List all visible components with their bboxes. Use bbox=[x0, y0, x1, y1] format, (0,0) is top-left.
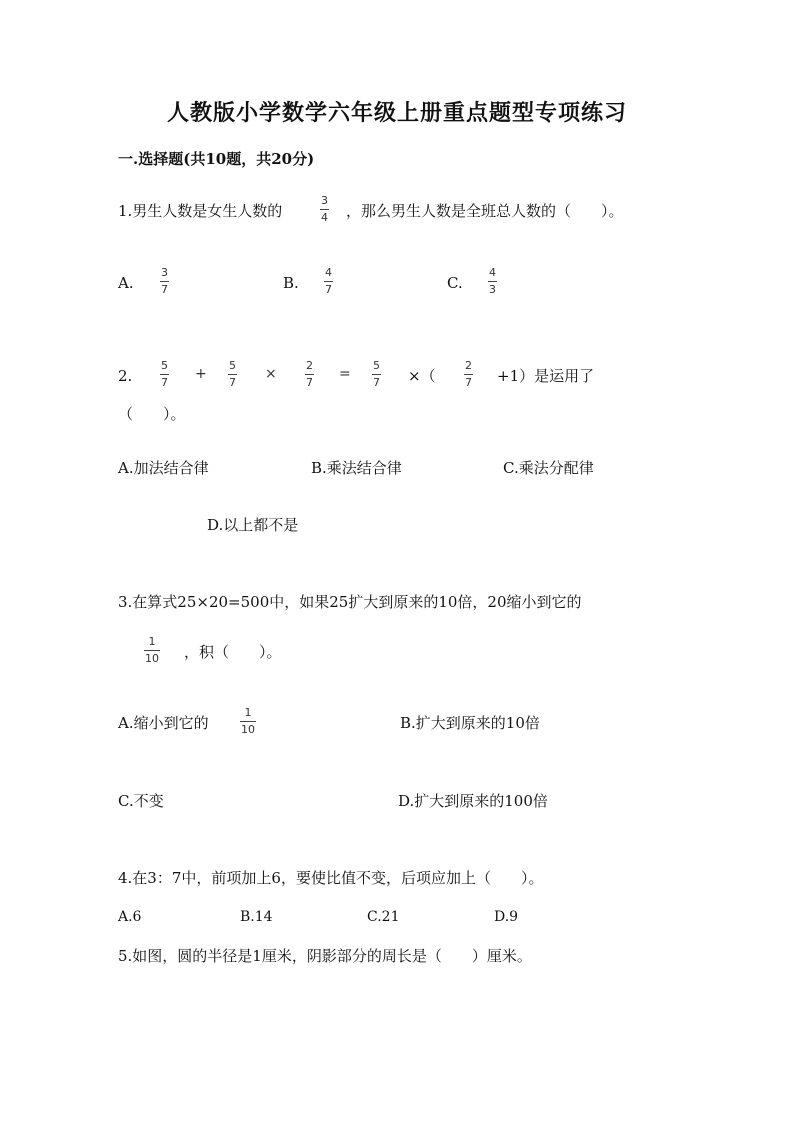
frac-den: 7 bbox=[325, 283, 332, 296]
q1-stem-a: 1.男生人数是女生人数的 bbox=[118, 202, 283, 220]
fraction-bar bbox=[324, 281, 333, 282]
q1-option-a-fraction bbox=[160, 267, 169, 296]
frac-num: 4 bbox=[489, 266, 496, 279]
q1-option-b-fraction bbox=[324, 267, 333, 296]
q2-fraction-4 bbox=[372, 360, 381, 389]
q4-stem: 4.在3：7中，前项加上6，要使比值不变，后项应加上（ ）。 bbox=[118, 869, 544, 887]
section-heading: 一.选择题(共10题，共20分) bbox=[118, 150, 315, 168]
q4-option-b: B.14 bbox=[240, 909, 273, 925]
frac-num: 5 bbox=[373, 359, 380, 372]
frac-den: 10 bbox=[241, 723, 255, 736]
q2-fraction-1 bbox=[160, 360, 169, 389]
fraction-bar bbox=[305, 374, 314, 375]
q1-option-b-label: B. bbox=[283, 274, 299, 292]
plus-sign: + bbox=[195, 366, 207, 382]
q1-stem-b: ，那么男生人数是全班总人数的（ ）。 bbox=[346, 202, 624, 220]
q3-stem: 3.在算式25×20=500中，如果25扩大到原来的10倍，20缩小到它的 bbox=[118, 593, 582, 611]
q2-option-d: D.以上都不是 bbox=[207, 516, 299, 534]
fraction-bar bbox=[144, 650, 160, 651]
fraction-bar bbox=[464, 374, 473, 375]
q3-stem-b: ，积（ ）。 bbox=[184, 643, 282, 661]
frac-num: 5 bbox=[229, 359, 236, 372]
times-sign: × bbox=[265, 366, 277, 382]
q1-option-c-label: C. bbox=[447, 274, 463, 292]
q2-option-b: B.乘法结合律 bbox=[311, 459, 402, 477]
frac-den: 7 bbox=[161, 376, 168, 389]
frac-num: 3 bbox=[161, 266, 168, 279]
frac-num: 1 bbox=[244, 706, 252, 719]
frac-den: 7 bbox=[229, 376, 236, 389]
fraction-bar bbox=[488, 281, 497, 282]
frac-num: 2 bbox=[465, 359, 472, 372]
q3-option-a-fraction bbox=[240, 707, 256, 736]
q1-fraction bbox=[320, 195, 329, 224]
frac-den: 7 bbox=[306, 376, 313, 389]
q3-option-a: A.缩小到它的 bbox=[118, 714, 209, 732]
frac-den: 3 bbox=[489, 283, 496, 296]
frac-num: 5 bbox=[161, 359, 168, 372]
q1-option-a-label: A. bbox=[118, 274, 134, 292]
q3-fraction bbox=[144, 636, 160, 665]
q2-fraction-5 bbox=[464, 360, 473, 389]
fraction-bar bbox=[320, 209, 329, 210]
q3-option-b: B.扩大到原来的10倍 bbox=[400, 714, 540, 732]
q3-option-d: D.扩大到原来的100倍 bbox=[398, 792, 548, 810]
frac-num: 4 bbox=[325, 266, 332, 279]
q3-option-c: C.不变 bbox=[118, 792, 164, 810]
frac-den: 7 bbox=[161, 283, 168, 296]
frac-num: 2 bbox=[306, 359, 313, 372]
q2-fraction-2 bbox=[228, 360, 237, 389]
q2-tail: +1）是运用了 bbox=[497, 367, 595, 385]
q4-option-c: C.21 bbox=[367, 909, 400, 925]
q2-fraction-3 bbox=[305, 360, 314, 389]
fraction-bar bbox=[228, 374, 237, 375]
q1-option-c-fraction bbox=[488, 267, 497, 296]
q1-frac-den: 4 bbox=[321, 211, 328, 224]
q4-option-a: A.6 bbox=[118, 909, 142, 925]
frac-num: 1 bbox=[148, 635, 156, 648]
frac-den: 7 bbox=[465, 376, 472, 389]
fraction-bar bbox=[240, 721, 256, 722]
q5-stem: 5.如图，圆的半径是1厘米，阴影部分的周长是（ ）厘米。 bbox=[118, 947, 532, 965]
q2-option-a: A.加法结合律 bbox=[118, 459, 209, 477]
equals-sign: = bbox=[339, 366, 351, 382]
q2-blank: （ ）。 bbox=[118, 405, 186, 423]
q1-frac-num: 3 bbox=[321, 194, 328, 207]
times-open-paren: ×（ bbox=[408, 367, 436, 385]
q4-option-d: D.9 bbox=[494, 909, 519, 925]
fraction-bar bbox=[160, 281, 169, 282]
frac-den: 10 bbox=[145, 652, 159, 665]
fraction-bar bbox=[372, 374, 381, 375]
frac-den: 7 bbox=[373, 376, 380, 389]
fraction-bar bbox=[160, 374, 169, 375]
page-title: 人教版小学数学六年级上册重点题型专项练习 bbox=[166, 100, 627, 126]
q2-number: 2. bbox=[118, 367, 133, 385]
q2-option-c: C.乘法分配律 bbox=[503, 459, 594, 477]
